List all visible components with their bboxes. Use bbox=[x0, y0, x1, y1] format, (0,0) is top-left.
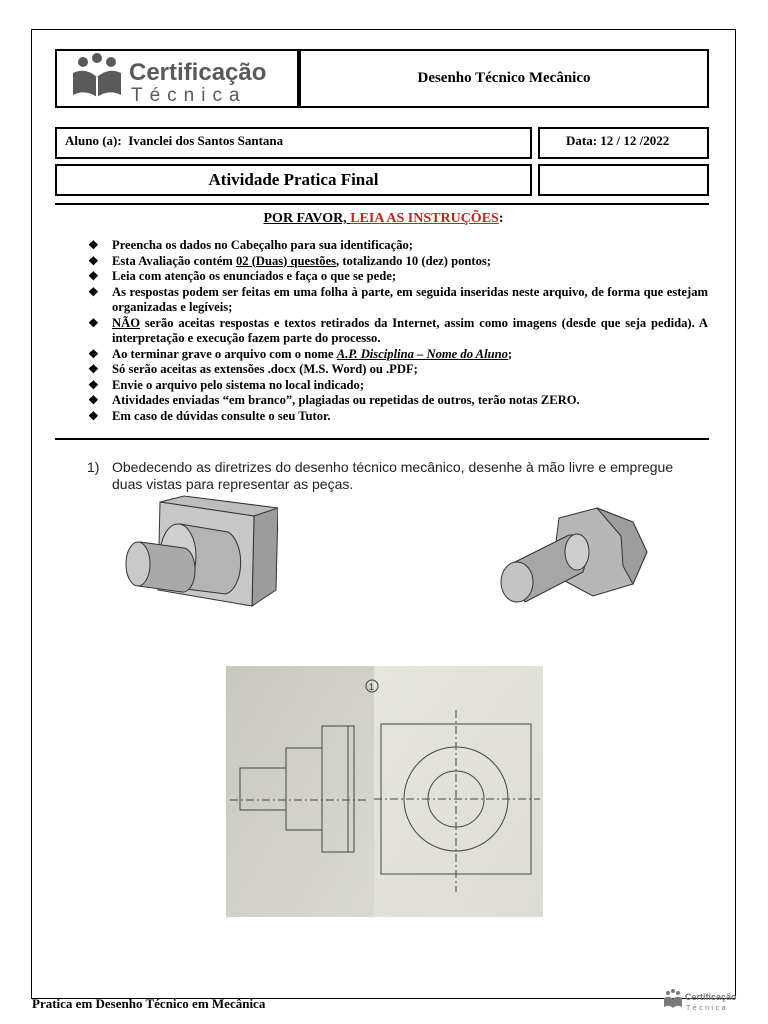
diamond-bullet-icon: ❖ bbox=[88, 253, 99, 268]
diamond-bullet-icon: ❖ bbox=[88, 377, 99, 392]
list-item: ❖ Esta Avaliação contém 02 (Duas) questões, totalizando 10 (dez) pontos; bbox=[88, 253, 491, 268]
instructions-list bbox=[88, 238, 708, 424]
diamond-bullet-icon: ❖ bbox=[88, 393, 99, 407]
list-item: ❖ NÃO serão aceitas respostas e textos retirados da Internet, assim como imagens (desde que seja pedida). A interpretação e execução fazem parte do processo. bbox=[88, 315, 708, 345]
student-name: Ivanclei dos Santos Santana bbox=[128, 133, 284, 148]
diamond-bullet-icon: ❖ bbox=[88, 346, 99, 361]
question-number: 1) bbox=[87, 459, 100, 475]
footer-text: Pratica em Desenho Técnico em Mecânica bbox=[32, 996, 266, 1011]
date-label: Data: bbox=[566, 133, 598, 148]
diamond-bullet-icon: ❖ bbox=[88, 362, 99, 376]
instructions-heading: POR FAVOR, LEIA AS INSTRUÇÕES: bbox=[263, 211, 504, 226]
diamond-bullet-icon: ❖ bbox=[88, 408, 99, 423]
list-item: ❖ Ao terminar grave o arquivo com o nome A.P. Disciplina – Nome do Aluno; bbox=[88, 346, 513, 361]
svg-text:Técnica: Técnica bbox=[131, 84, 247, 105]
diamond-bullet-icon: ❖ bbox=[88, 284, 99, 299]
diamond-bullet-icon: ❖ bbox=[88, 269, 99, 283]
course-title: Desenho Técnico Mecânico bbox=[299, 49, 709, 108]
date-field bbox=[538, 127, 709, 159]
diamond-bullet-icon: ❖ bbox=[88, 238, 99, 252]
student-label: Aluno (a): bbox=[65, 133, 122, 148]
list-item: ❖ Envie o arquivo pelo sistema no local indicado; bbox=[88, 377, 365, 392]
diamond-bullet-icon: ❖ bbox=[88, 315, 99, 330]
svg-text:Técnica: Técnica bbox=[686, 1005, 729, 1012]
list-item: ❖ Em caso de dúvidas consulte o seu Tutor. bbox=[88, 408, 331, 423]
divider-top bbox=[55, 203, 709, 205]
list-item: ❖ Leia com atenção os enunciados e faça o que se pede; bbox=[88, 269, 397, 283]
student-field bbox=[55, 127, 532, 159]
divider-bottom bbox=[55, 438, 709, 440]
certificacao-logo bbox=[71, 53, 281, 105]
svg-text:Certificação: Certificação bbox=[685, 992, 737, 1002]
list-item: ❖ As respostas podem ser feitas em uma folha à parte, em seguida inseridas neste arquivo, de forma que estejam organizadas e legíveis; bbox=[88, 284, 708, 314]
question-text: Obedecendo as diretrizes do desenho técnico mecânico, desenhe à mão livre e empregue duas vistas para representar as peças. bbox=[112, 459, 674, 492]
list-item: ❖ Preencha os dados no Cabeçalho para sua identificação; bbox=[88, 238, 413, 252]
list-item: ❖ Só serão aceitas as extensões .docx (M.S. Word) ou .PDF; bbox=[88, 362, 418, 376]
question-1 bbox=[87, 459, 687, 493]
part-2-isometric bbox=[493, 506, 649, 606]
date-value: 12 / 12 /2022 bbox=[600, 133, 670, 148]
list-item: ❖ Atividades enviadas “em branco”, plagiadas ou repetidas de outros, terão notas ZERO. bbox=[88, 393, 580, 407]
svg-text:Certificação: Certificação bbox=[129, 58, 267, 86]
part-1-isometric bbox=[118, 494, 278, 608]
logo-box bbox=[55, 49, 299, 108]
activity-title: Atividade Pratica Final bbox=[55, 164, 532, 196]
grade-box bbox=[538, 164, 709, 196]
sketch-annotation: 1 bbox=[369, 682, 375, 692]
hand-drawn-sketch-photo bbox=[226, 666, 543, 917]
footer-logo bbox=[664, 989, 740, 1013]
